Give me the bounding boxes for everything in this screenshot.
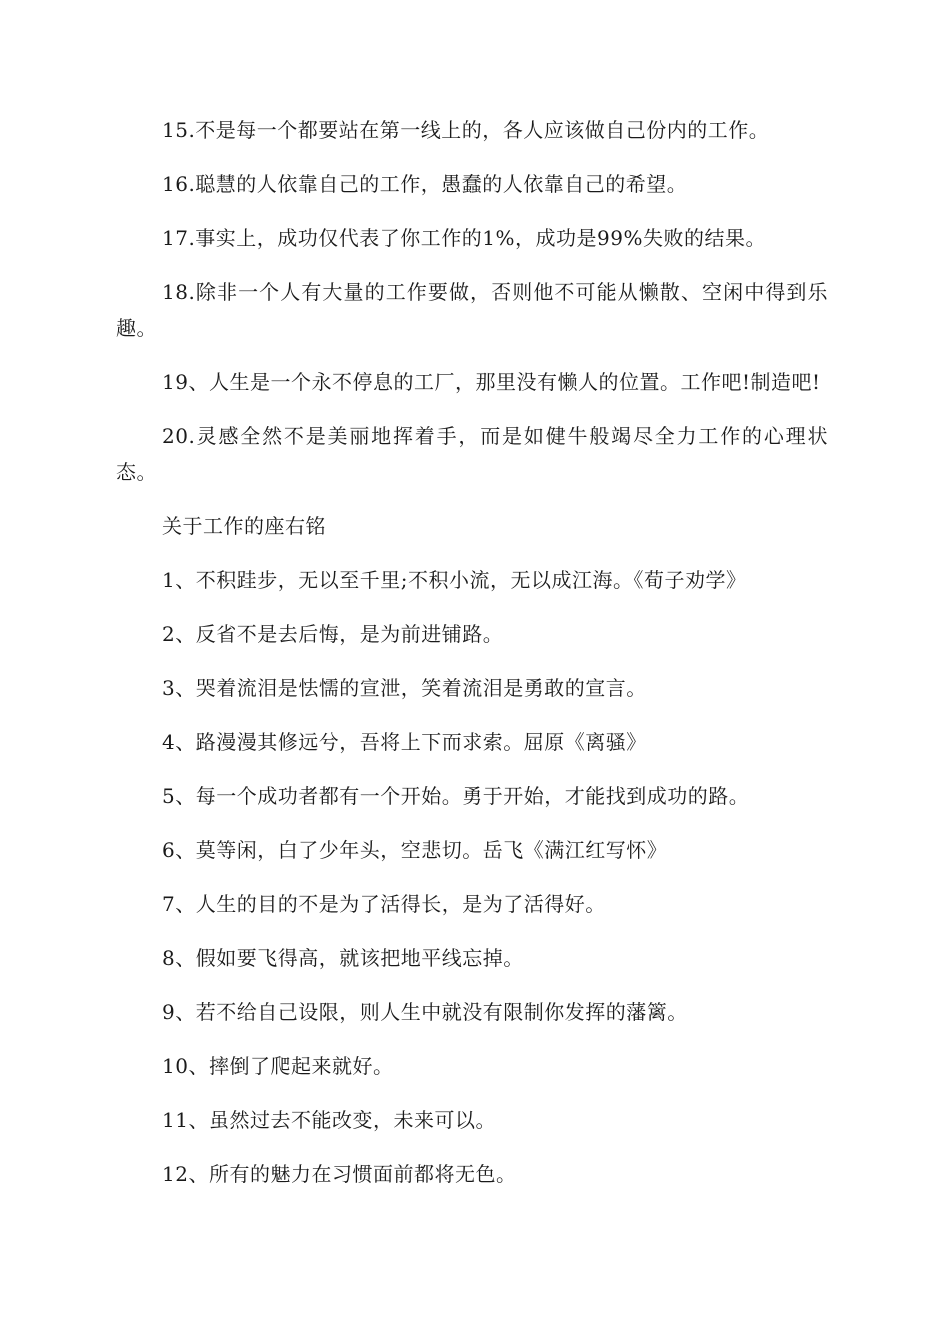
section-heading: 关于工作的座右铭 <box>162 514 326 538</box>
paragraph-motto-5: 5、每一个成功者都有一个开始。勇于开始，才能找到成功的路。 <box>162 784 750 808</box>
paragraph-motto-8: 8、假如要飞得高，就该把地平线忘掉。 <box>162 946 524 970</box>
paragraph-motto-3: 3、哭着流泪是怯懦的宣泄，笑着流泪是勇敢的宣言。 <box>162 676 647 700</box>
document-body <box>116 112 828 1210</box>
paragraph-motto-12: 12、所有的魅力在习惯面前都将无色。 <box>162 1162 517 1186</box>
paragraph-motto-11: 11、虽然过去不能改变，未来可以。 <box>162 1108 496 1132</box>
paragraph-motto-1: 1、不积跬步，无以至千里;不积小流，无以成江海。《荀子劝学》 <box>162 568 747 592</box>
paragraph-quote-19: 19、人生是一个永不停息的工厂，那里没有懒人的位置。工作吧!制造吧! <box>162 370 821 394</box>
paragraph-quote-18: 18.除非一个人有大量的工作要做，否则他不可能从懒散、空闲中得到乐趣。 <box>116 280 828 340</box>
paragraph-motto-9: 9、若不给自己设限，则人生中就没有限制你发挥的藩篱。 <box>162 1000 688 1024</box>
paragraph-motto-2: 2、反省不是去后悔，是为前进铺路。 <box>162 622 504 646</box>
paragraph-motto-10: 10、摔倒了爬起来就好。 <box>162 1054 394 1078</box>
paragraph-quote-17: 17.事实上，成功仅代表了你工作的1%，成功是99%失败的结果。 <box>162 226 766 250</box>
paragraph-motto-4: 4、路漫漫其修远兮，吾将上下而求索。屈原《离骚》 <box>162 730 647 754</box>
paragraph-quote-15: 15.不是每一个都要站在第一线上的，各人应该做自己份内的工作。 <box>162 118 770 142</box>
paragraph-quote-20: 20.灵感全然不是美丽地挥着手，而是如健牛般竭尽全力工作的心理状态。 <box>116 424 828 484</box>
paragraph-motto-6: 6、莫等闲，白了少年头，空悲切。岳飞《满江红写怀》 <box>162 838 668 862</box>
paragraph-quote-16: 16.聪慧的人依靠自己的工作，愚蠢的人依靠自己的希望。 <box>162 172 688 196</box>
paragraph-motto-7: 7、人生的目的不是为了活得长，是为了活得好。 <box>162 892 606 916</box>
